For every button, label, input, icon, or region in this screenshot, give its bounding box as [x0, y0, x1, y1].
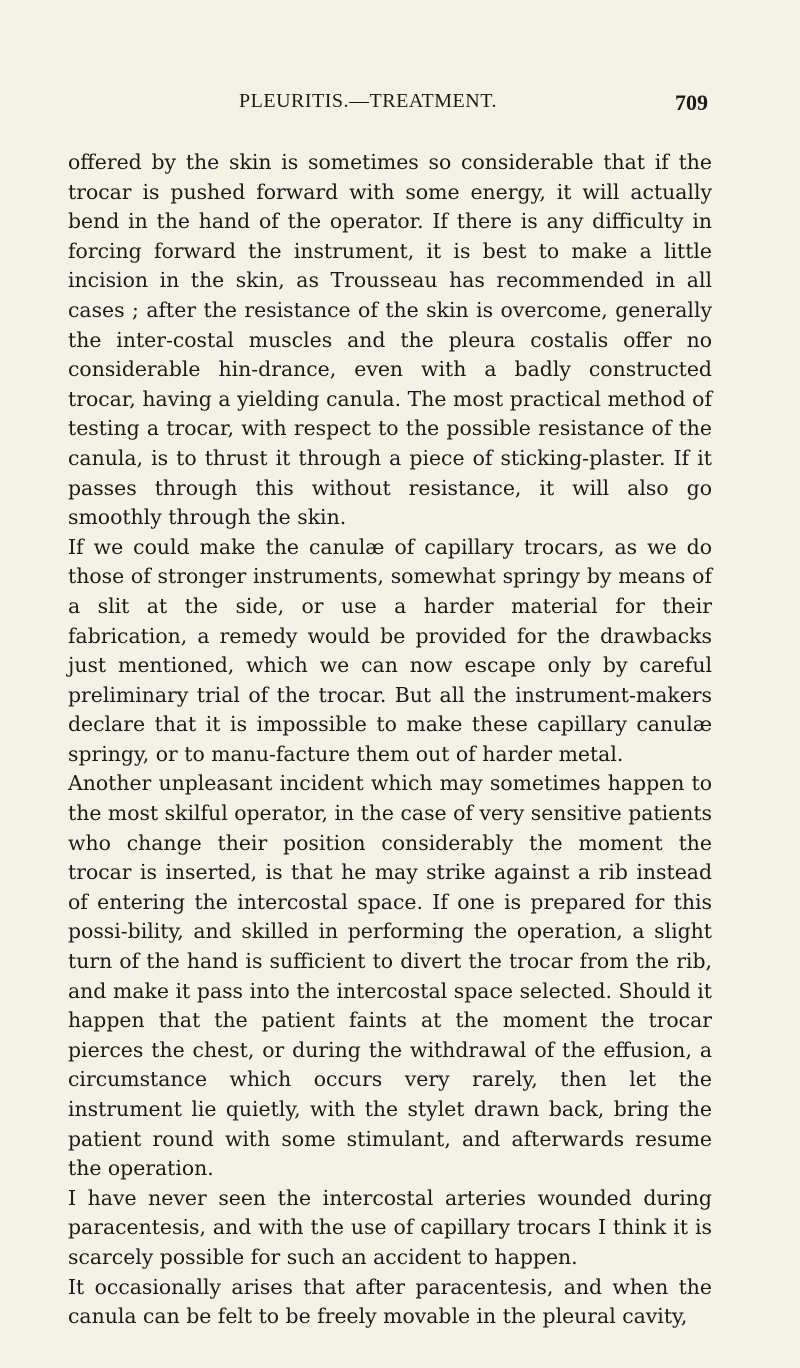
paragraph: offered by the skin is sometimes so considerable that if the trocar is pushed forward with some energy, it will actually bend in the hand of the operator. If there is any difficulty in forcing forward the instrument, it is best to make a little incision in the skin, as Trousseau has recommended in all cases ; after the resistance of the skin is overcome, generally the inter-costal muscles and the pleura costalis offer no considerable hin-drance, even with a badly constructed trocar, having a yielding canula. The most practical method of testing a trocar, with respect to the possible resistance of the canula, is to thrust it through a piece of sticking-plaster. If it passes through this without resistance, it will also go smoothly through the skin.: [68, 150, 712, 530]
paragraph: Another unpleasant incident which may sometimes happen to the most skilful operator, in the case of very sensitive patients who change their position considerably the moment the trocar is inserted, is that he may strike against a rib instead of entering the intercostal space. If one is prepared for this possi-bility, and skilled in performing the operation, a slight turn of the hand is sufficient to divert the trocar from the rib, and make it pass into the intercostal space selected. Should it happen that the patient faints at the moment the trocar pierces the chest, or during the withdrawal of the effusion, a circumstance which occurs very rarely, then let the instrument lie quietly, with the stylet drawn back, bring the patient round with some stimulant, and afterwards resume the operation.: [68, 771, 712, 1181]
body-text: [68, 148, 712, 1332]
running-title: PLEURITIS.—TREATMENT.: [239, 90, 497, 112]
page-number: 709: [675, 90, 708, 115]
running-header: [68, 90, 708, 120]
paragraph: It occasionally arises that after paracentesis, and when the canula can be felt to be freely movable in the pleural cavity,: [68, 1274, 712, 1329]
paragraph: If we could make the canulæ of capillary trocars, as we do those of stronger instruments, somewhat springy by means of a slit at the side, or use a harder material for their fabrication, a remedy would be provided for the drawbacks just mentioned, which we can now escape only by careful preliminary trial of the trocar. But all the instrument-makers declare that it is impossible to make these capillary canulæ springy, or to manu-facture them out of harder metal.: [68, 534, 712, 766]
paragraph: I have never seen the intercostal arteries wounded during paracentesis, and with the use of capillary trocars I think it is scarcely possible for such an accident to happen.: [68, 1185, 712, 1269]
